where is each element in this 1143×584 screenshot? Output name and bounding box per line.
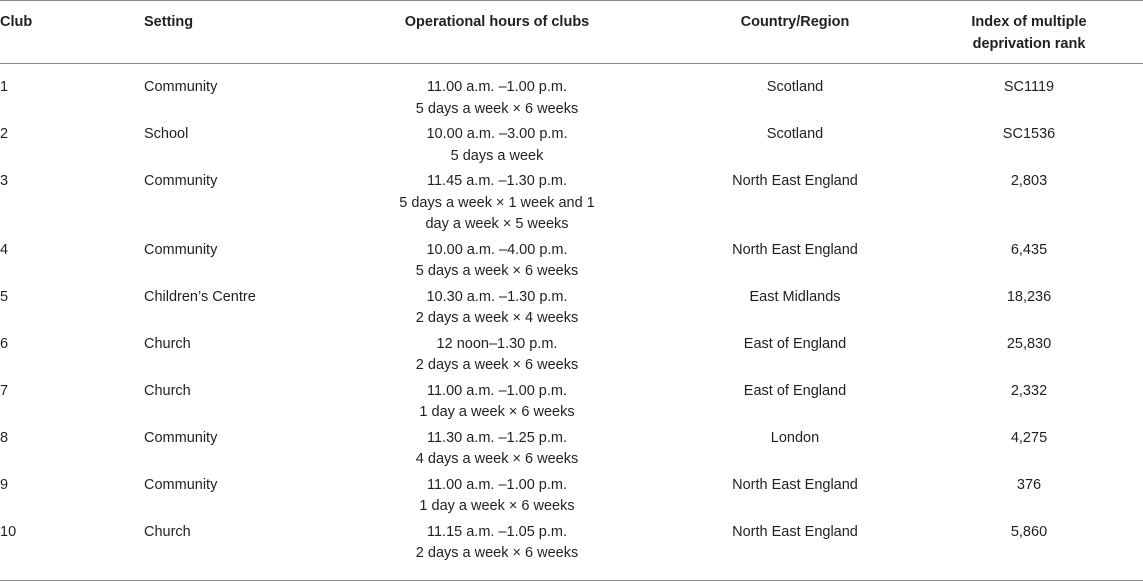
region-cell: East Midlands bbox=[749, 288, 841, 305]
hours-line: 11.15 a.m. –1.05 p.m. bbox=[427, 523, 567, 540]
club-number-cell: 9 bbox=[0, 476, 9, 493]
table-row bbox=[0, 428, 1143, 475]
club-number-cell: 7 bbox=[0, 382, 9, 399]
region-cell: East of England bbox=[743, 382, 847, 399]
setting-cell: Community bbox=[144, 476, 218, 493]
header-text: Country/Region bbox=[740, 14, 850, 30]
hours-line: 1 day a week × 6 weeks bbox=[419, 498, 575, 514]
hours-cell bbox=[319, 522, 675, 569]
header-text: deprivation rank bbox=[972, 36, 1086, 52]
header-text: Club bbox=[0, 14, 33, 30]
imd-rank-cell: 2,332 bbox=[1010, 382, 1048, 399]
setting-cell: Community bbox=[144, 173, 218, 189]
hours-line: 11.00 a.m. –1.00 p.m. bbox=[427, 476, 567, 493]
imd-rank-cell: SC1536 bbox=[1002, 126, 1056, 142]
header-hours bbox=[319, 0, 675, 63]
region-cell: London bbox=[770, 429, 820, 446]
imd-rank-cell: 376 bbox=[1016, 476, 1042, 493]
imd-rank-cell: 4,275 bbox=[1010, 429, 1048, 446]
hours-cell bbox=[319, 171, 675, 240]
header-imd bbox=[915, 0, 1143, 63]
setting-cell: Children’s Centre bbox=[144, 288, 256, 305]
club-number-cell: 4 bbox=[0, 241, 9, 258]
table-row bbox=[0, 240, 1143, 287]
hours-line: 5 days a week × 6 weeks bbox=[415, 100, 579, 117]
table-row bbox=[0, 287, 1143, 334]
club-number-cell: 6 bbox=[0, 335, 9, 352]
club-number-cell: 1 bbox=[0, 79, 9, 95]
table-row bbox=[0, 63, 1143, 124]
region-cell: North East England bbox=[732, 523, 858, 540]
region-cell: North East England bbox=[732, 476, 858, 493]
table-row bbox=[0, 522, 1143, 569]
region-cell: Scotland bbox=[766, 126, 824, 142]
hours-line: 5 days a week × 1 week and 1 bbox=[399, 194, 595, 211]
hours-line: 11.00 a.m. –1.00 p.m. bbox=[427, 382, 567, 399]
hours-line: 4 days a week × 6 weeks bbox=[415, 451, 579, 467]
hours-line: 1 day a week × 6 weeks bbox=[419, 404, 575, 420]
header-text: Index of multiple bbox=[971, 14, 1087, 30]
header-row bbox=[0, 0, 1143, 63]
setting-cell: Community bbox=[144, 429, 218, 446]
hours-cell bbox=[319, 428, 675, 475]
hours-cell bbox=[319, 240, 675, 287]
hours-line: 10.30 a.m. –1.30 p.m. bbox=[426, 288, 568, 305]
table-row bbox=[0, 475, 1143, 522]
hours-line: 11.45 a.m. –1.30 p.m. bbox=[427, 173, 567, 189]
imd-rank-cell: 6,435 bbox=[1010, 241, 1048, 258]
hours-line: 2 days a week × 6 weeks bbox=[415, 357, 579, 373]
hours-line: 11.00 a.m. –1.00 p.m. bbox=[427, 79, 567, 95]
hours-line: 12 noon–1.30 p.m. bbox=[436, 335, 558, 352]
imd-rank-cell: 18,236 bbox=[1006, 288, 1052, 305]
hours-cell bbox=[319, 287, 675, 334]
setting-cell: Community bbox=[144, 241, 218, 258]
hours-line: 5 days a week bbox=[450, 147, 544, 164]
hours-line: day a week × 5 weeks bbox=[425, 216, 569, 232]
imd-rank-cell: SC1119 bbox=[1003, 79, 1055, 95]
region-cell: North East England bbox=[732, 241, 858, 258]
table-row bbox=[0, 124, 1143, 171]
setting-cell: Church bbox=[144, 335, 191, 352]
table-row bbox=[0, 334, 1143, 381]
hours-cell bbox=[319, 475, 675, 522]
hours-line: 2 days a week × 6 weeks bbox=[415, 545, 579, 561]
bottom-rule bbox=[0, 580, 1143, 581]
setting-cell: Community bbox=[144, 79, 218, 95]
region-cell: East of England bbox=[743, 335, 847, 352]
club-number-cell: 5 bbox=[0, 288, 9, 305]
setting-cell: Church bbox=[144, 382, 191, 399]
header-region bbox=[675, 0, 915, 63]
hours-line: 11.30 a.m. –1.25 p.m. bbox=[427, 429, 567, 446]
hours-cell bbox=[319, 63, 675, 124]
header-text: Setting bbox=[144, 14, 194, 30]
region-cell: Scotland bbox=[766, 79, 824, 95]
hours-line: 5 days a week × 6 weeks bbox=[415, 263, 579, 279]
header-setting bbox=[144, 0, 319, 63]
setting-cell: Church bbox=[144, 523, 191, 540]
imd-rank-cell: 25,830 bbox=[1006, 335, 1052, 352]
header-club bbox=[0, 0, 144, 63]
club-number-cell: 2 bbox=[0, 126, 9, 142]
hours-line: 10.00 a.m. –3.00 p.m. bbox=[426, 126, 568, 142]
hours-line: 10.00 a.m. –4.00 p.m. bbox=[426, 241, 568, 258]
header-text: Operational hours of clubs bbox=[404, 14, 590, 30]
club-number-cell: 8 bbox=[0, 429, 9, 446]
club-number-cell: 10 bbox=[0, 523, 17, 540]
setting-cell: School bbox=[144, 126, 189, 142]
table-row bbox=[0, 381, 1143, 428]
hours-cell bbox=[319, 334, 675, 381]
hours-cell bbox=[319, 381, 675, 428]
imd-rank-cell: 2,803 bbox=[1010, 173, 1048, 189]
hours-line: 2 days a week × 4 weeks bbox=[415, 310, 579, 326]
club-number-cell: 3 bbox=[0, 173, 9, 189]
table-row bbox=[0, 171, 1143, 240]
imd-rank-cell: 5,860 bbox=[1010, 523, 1048, 540]
table-body bbox=[0, 63, 1143, 569]
region-cell: North East England bbox=[732, 173, 858, 189]
hours-cell bbox=[319, 124, 675, 171]
